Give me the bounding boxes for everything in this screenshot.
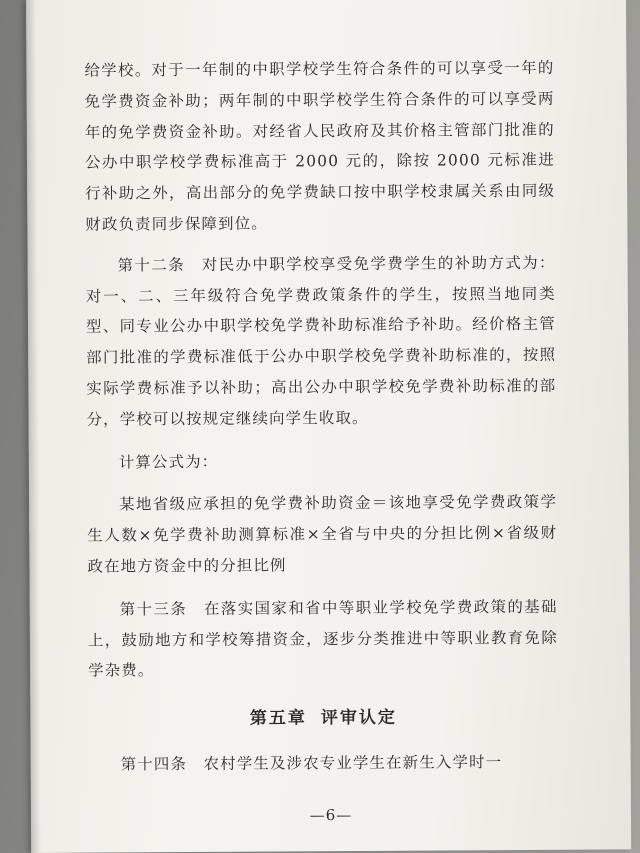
document-body bbox=[84, 53, 558, 781]
paragraph-formula-heading: 计算公式为： bbox=[118, 452, 219, 472]
paragraph-article-14: 第十四条 农村学生及涉农专业学生在新生入学时一 bbox=[120, 753, 503, 774]
chapter-title: 评审认定 bbox=[320, 707, 397, 729]
paragraph-formula: 某地省级应承担的免学费补助资金＝该地享受免学费政策学生人数×免学费补助测算标准×全省与中央的分担比例×省级财政在地方资金中的分担比例 bbox=[87, 493, 558, 576]
page-fold-shadow bbox=[26, 0, 41, 853]
page-number: —6— bbox=[309, 806, 353, 825]
document-page bbox=[26, 0, 631, 853]
chapter-number: 第五章 bbox=[249, 708, 307, 729]
chapter-heading bbox=[88, 702, 558, 736]
paragraph-continuation: 给学校。对于一年制的中职学校学生符合条件的可以享受一年的免学费资金补助；两年制的中职学校学生符合条件的可以享受两年的免学费资金补助。对经省人民政府及其价格主管部门批准的公办中职学校学费标准高于 2000 元的，除按 2000 元标准进行补助之外，高出部分的免学费缺口按中职学校隶属关系由同级财政负责同步保障到位。 bbox=[84, 58, 556, 234]
paragraph-article-13: 第十三条 在落实国家和省中等职业学校免学费政策的基础上，鼓励地方和学校筹措资金，逐步分类推进中等职业教育免除学杂费。 bbox=[87, 597, 558, 680]
paragraph-article-12: 第十二条 对民办中职学校享受免学费学生的补助方式为：对一、二、三年级符合免学费政策条件的学生，按照当地同类型、同专业公办中职学校免学费补助标准给予补助。经价格主管部门批准的学费标准低于公办中职学校免学费补助标准的，按照实际学费标准予以补助；高出公办中职学校免学费补助标准的部分，学校可以按规定继续向学生收取。 bbox=[85, 253, 557, 429]
